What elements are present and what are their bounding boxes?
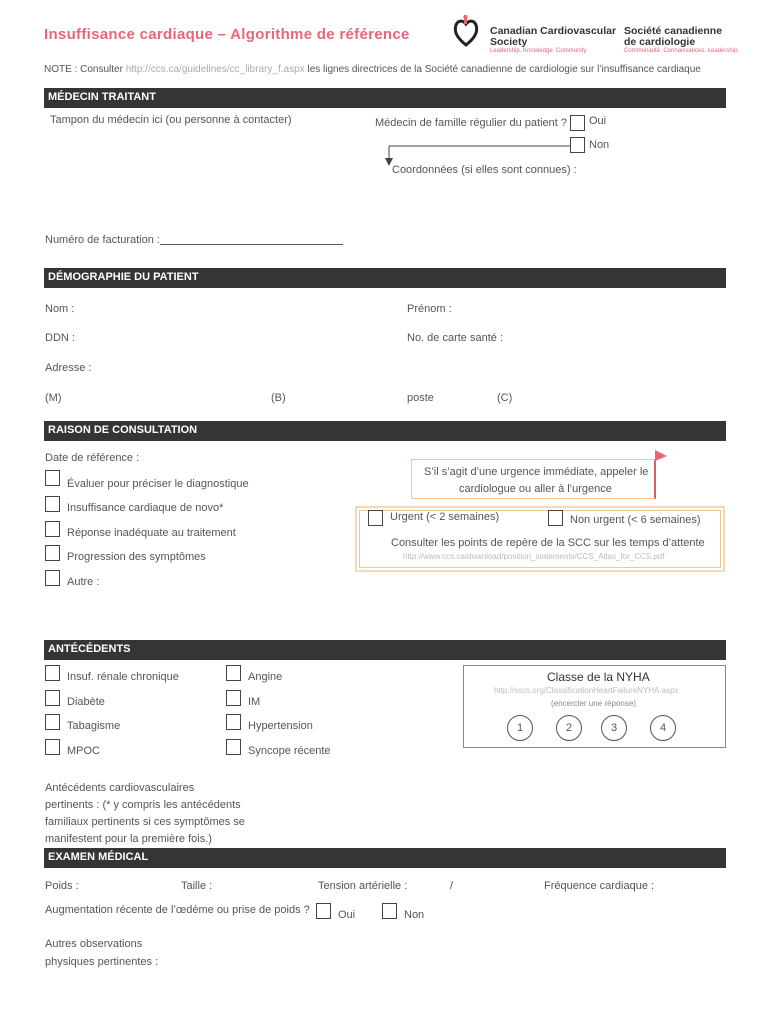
note-suffix: les lignes directrices de la Société canadienne de cardiologie sur l’insuffisance cardiaque [307, 64, 701, 75]
history-checkbox-renal[interactable] [45, 665, 60, 681]
non-urgent-label: Non urgent (< 6 semaines) [570, 514, 701, 526]
history-label-syncope: Syncope récente [248, 745, 331, 757]
reason-label-inadequate: Réponse inadéquate au traitement [67, 527, 236, 539]
org-name-fr-line2: de cardiologie [624, 36, 696, 48]
nyha-class-4[interactable]: 4 [650, 715, 676, 741]
phone-home-label: (M) [45, 392, 62, 404]
nyha-class-2[interactable]: 2 [556, 715, 582, 741]
history-label-copd: MPOC [67, 745, 100, 757]
address-label: Adresse : [45, 362, 92, 374]
nyha-class-1[interactable]: 1 [507, 715, 533, 741]
history-label-diabetes: Diabète [67, 696, 105, 708]
stamp-label: Tampon du médecin ici (ou personne à contacter) [50, 114, 292, 126]
nyha-hint: (encercler une réponse) [551, 699, 636, 708]
history-checkbox-hypertension[interactable] [226, 714, 241, 730]
org-name-fr-line1: Société canadienne [624, 25, 723, 37]
other-observations-line1: Autres observations [45, 938, 143, 950]
reason-label-progression: Progression des symptômes [67, 551, 206, 563]
history-checkbox-diabetes[interactable] [45, 690, 60, 706]
nyha-title: Classe de la NYHA [547, 670, 650, 684]
heart-rate-label: Fréquence cardiaque : [544, 880, 655, 892]
blood-pressure-slash: / [450, 880, 454, 892]
section-header-medecin: MÉDECIN TRAITANT [44, 88, 726, 108]
prenom-label: Prénom : [407, 303, 452, 315]
family-doctor-no-label: Non [589, 139, 610, 151]
ddn-label: DDN : [45, 332, 75, 344]
section-header-raison: RAISON DE CONSULTATION [44, 421, 726, 441]
history-label-renal: Insuf. rénale chronique [67, 671, 179, 683]
nyha-class-3[interactable]: 3 [601, 715, 627, 741]
reason-checkbox-other[interactable] [45, 570, 60, 586]
org-english-block [490, 26, 616, 54]
other-observations-line2: physiques pertinentes : [45, 956, 159, 968]
edema-question: Augmentation récente de l’œdème ou prise de poids ? [45, 904, 310, 916]
history-label-smoking: Tabagisme [67, 720, 121, 732]
history-label-angina: Angine [248, 671, 283, 683]
reason-checkbox-inadequate[interactable] [45, 521, 60, 537]
edema-no-label: Non [404, 909, 425, 921]
reason-label-diagnostic: Évaluer pour préciser le diagnostique [67, 478, 249, 490]
org-french-block [624, 26, 739, 54]
extension-label: poste [407, 392, 434, 404]
reason-label-novo: Insuffisance cardiaque de novo* [67, 502, 224, 514]
guidelines-link[interactable]: http://ccs.ca/guidelines/cc_library_f.aspx [125, 64, 305, 75]
phone-cell-label: (C) [497, 392, 513, 404]
nom-label: Nom : [45, 303, 75, 315]
section-header-examen: EXAMEN MÉDICAL [44, 848, 726, 868]
history-checkbox-syncope[interactable] [226, 739, 241, 755]
nyha-link[interactable]: http://sscs.org/ClassificationHeartFailureNYHA.aspx [494, 686, 679, 695]
edema-yes-checkbox[interactable] [316, 903, 331, 919]
reason-checkbox-novo[interactable] [45, 496, 60, 512]
wait-time-link[interactable]: http://www.ccs.ca/download/position_statements/CCS_Atlas_for_CCS.pdf [403, 552, 665, 561]
contact-label: Coordonnées (si elles sont connues) : [392, 164, 577, 176]
org-name-en-line1: Canadian Cardiovascular [490, 25, 617, 37]
blood-pressure-label: Tension artérielle : [318, 880, 408, 892]
guidelines-note [44, 64, 701, 75]
referral-date-label: Date de référence : [45, 452, 140, 464]
family-doctor-yes-label: Oui [589, 115, 607, 127]
ccs-heart-logo-icon [452, 15, 480, 47]
cardio-history-line3: familiaux pertinents si ces symptômes se [45, 816, 245, 828]
height-label: Taille : [181, 880, 213, 892]
reason-label-other: Autre : [67, 576, 100, 588]
emergency-notice-line1: S’il s’agit d’une urgence immédiate, appeler le [424, 466, 649, 478]
flag-icon [653, 448, 669, 466]
billing-label: Numéro de facturation : [45, 234, 160, 246]
cardio-history-line2: pertinents : (* y compris les antécédents [45, 799, 241, 811]
wait-time-consult-text: Consulter les points de repère de la SCC sur les temps d’attente [391, 537, 705, 549]
org-name-en-line2: Society [490, 36, 528, 48]
family-doctor-yes-checkbox[interactable] [570, 115, 585, 131]
section-header-demographie: DÉMOGRAPHIE DU PATIENT [44, 268, 726, 288]
non-urgent-checkbox[interactable] [548, 510, 563, 526]
phone-work-label: (B) [271, 392, 286, 404]
history-checkbox-angina[interactable] [226, 665, 241, 681]
edema-no-checkbox[interactable] [382, 903, 397, 919]
urgent-checkbox[interactable] [368, 510, 383, 526]
cardio-history-line1: Antécédents cardiovasculaires [45, 782, 195, 794]
cardio-history-line4: manifestent pour la première fois.) [45, 833, 212, 845]
edema-yes-label: Oui [338, 909, 356, 921]
history-label-hypertension: Hypertension [248, 720, 313, 732]
urgent-label: Urgent (< 2 semaines) [390, 511, 500, 523]
org-tagline-en: Leadership. Knowledge. Community. [490, 48, 588, 54]
org-tagline-fr: Communauté. Connaissances. Leadership. [624, 48, 740, 54]
history-checkbox-copd[interactable] [45, 739, 60, 755]
page-title: Insuffisance cardiaque – Algorithme de référence [44, 26, 410, 43]
note-prefix: NOTE : Consulter [44, 64, 123, 75]
billing-input-line[interactable] [160, 244, 343, 245]
reason-checkbox-diagnostic[interactable] [45, 470, 60, 486]
emergency-notice-line2: cardiologue ou aller à l’urgence [459, 483, 612, 495]
history-checkbox-mi[interactable] [226, 690, 241, 706]
section-header-antecedents: ANTÉCÉDENTS [44, 640, 726, 660]
history-checkbox-smoking[interactable] [45, 714, 60, 730]
family-doctor-question: Médecin de famille régulier du patient ? [375, 117, 568, 129]
reason-checkbox-progression[interactable] [45, 545, 60, 561]
health-card-label: No. de carte santé : [407, 332, 503, 344]
weight-label: Poids : [45, 880, 79, 892]
history-label-mi: IM [248, 696, 261, 708]
